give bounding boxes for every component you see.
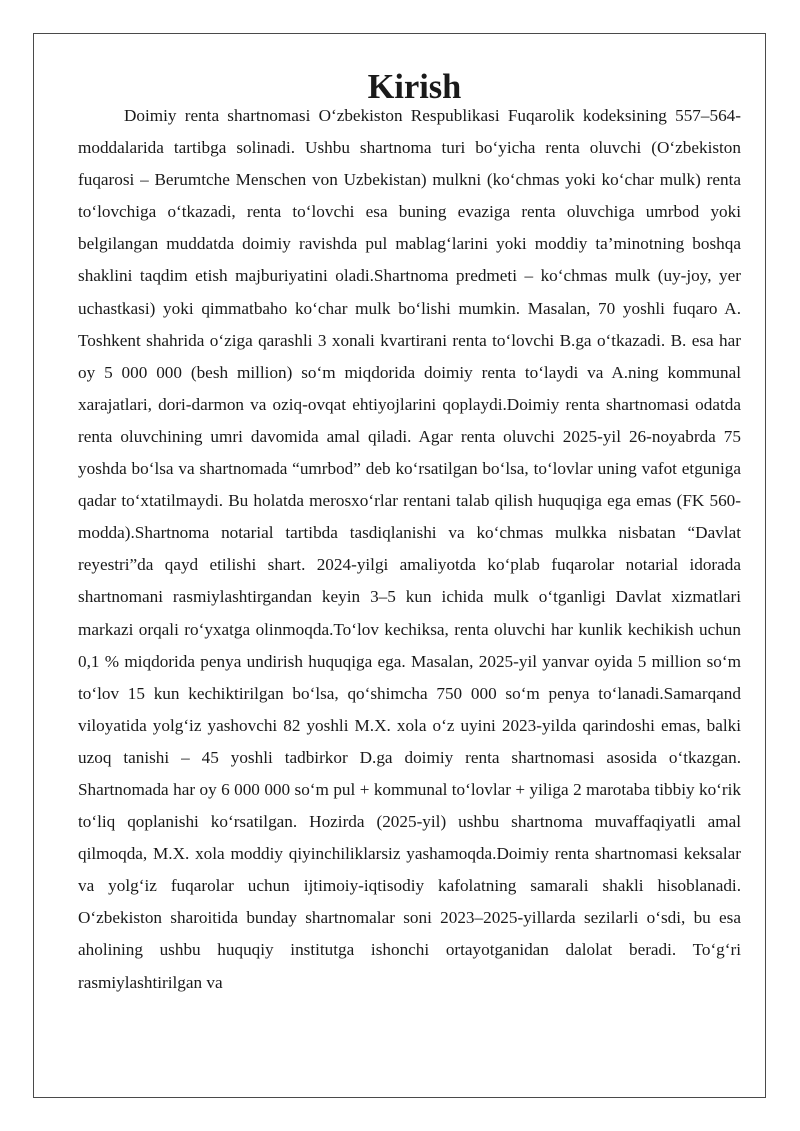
document-content: [78, 68, 741, 999]
body-paragraph: Doimiy renta shartnomasi O‘zbekiston Respublikasi Fuqarolik kodeksining 557–564-moddalarida tartibga solinadi. Ushbu shartnoma turi bo‘yicha renta oluvchi (O‘zbekiston fuqarosi – Berumtche Menschen von Uzbekistan) mulkni (ko‘chmas yoki ko‘char mulk) renta to‘lovchiga o‘tkazadi, renta to‘lovchi esa buning evaziga renta oluvchiga umrbod yoki belgilangan muddatda doimiy ravishda pul mablag‘larini yoki moddiy ta’minotning boshqa shaklini taqdim etish majburiyatini oladi.Shartnoma predmeti – ko‘chmas mulk (uy-joy, yer uchastkasi) yoki qimmatbaho ko‘char mulk bo‘lishi mumkin. Masalan, 70 yoshli fuqaro A. Toshkent shahrida o‘ziga qarashli 3 xonali kvartirani renta to‘lovchi B.ga o‘tkazadi. B. esa har oy 5 000 000 (besh million) so‘m miqdorida doimiy renta to‘laydi va A.ning kommunal xarajatlari, dori-darmon va oziq-ovqat ehtiyojlarini qoplaydi.Doimiy renta shartnomasi odatda renta oluvchining umri davomida amal qiladi. Agar renta oluvchi 2025-yil 26-noyabrda 75 yoshda bo‘lsa va shartnomada “umrbod” deb ko‘rsatilgan bo‘lsa, to‘lovlar uning vafot etguniga qadar to‘xtatilmaydi. Bu holatda merosxo‘rlar rentani talab qilish huquqiga ega emas (FK 560-modda).Shartnoma notarial tartibda tasdiqlanishi va ko‘chmas mulkka nisbatan “Davlat reyestri”da qayd etilishi shart. 2024-yilgi amaliyotda ko‘plab fuqarolar notarial idorada shartnomani rasmiylashtirgandan keyin 3–5 kun ichida mulk o‘tganligi Davlat xizmatlari markazi orqali ro‘yxatga olinmoqda.To‘lov kechiksa, renta oluvchi har kunlik kechikish uchun 0,1 % miqdorida penya undirish huquqiga ega. Masalan, 2025-yil yanvar oyida 5 million so‘m to‘lov 15 kun kechiktirilgan bo‘lsa, qo‘shimcha 750 000 so‘m penya to‘lanadi.Samarqand viloyatida yolg‘iz yashovchi 82 yoshli M.X. xola o‘z uyini 2023-yilda qarindoshi emas, balki uzoq tanishi – 45 yoshli tadbirkor D.ga doimiy renta shartnomasi asosida o‘tkazgan. Shartnomada har oy 6 000 000 so‘m pul + kommunal to‘lovlar + yiliga 2 marotaba tibbiy ko‘rik to‘liq qoplanishi ko‘rsatilgan. Hozirda (2025-yil) ushbu shartnoma muvaffaqiyatli amal qilmoqda, M.X. xola moddiy qiyinchiliklarsiz yashamoqda.Doimiy renta shartnomasi keksalar va yolg‘iz fuqarolar uchun ijtimoiy-iqtisodiy kafolatning samarali shakli hisoblanadi. O‘zbekiston sharoitida bunday shartnomalar soni 2023–2025-yillarda sezilarli o‘sdi, bu esa aholining ushbu huquqiy institutga ishonchi ortayotganidan dalolat beradi. To‘g‘ri rasmiylashtirilgan va: [78, 106, 741, 992]
document-title: Kirish: [367, 68, 462, 106]
